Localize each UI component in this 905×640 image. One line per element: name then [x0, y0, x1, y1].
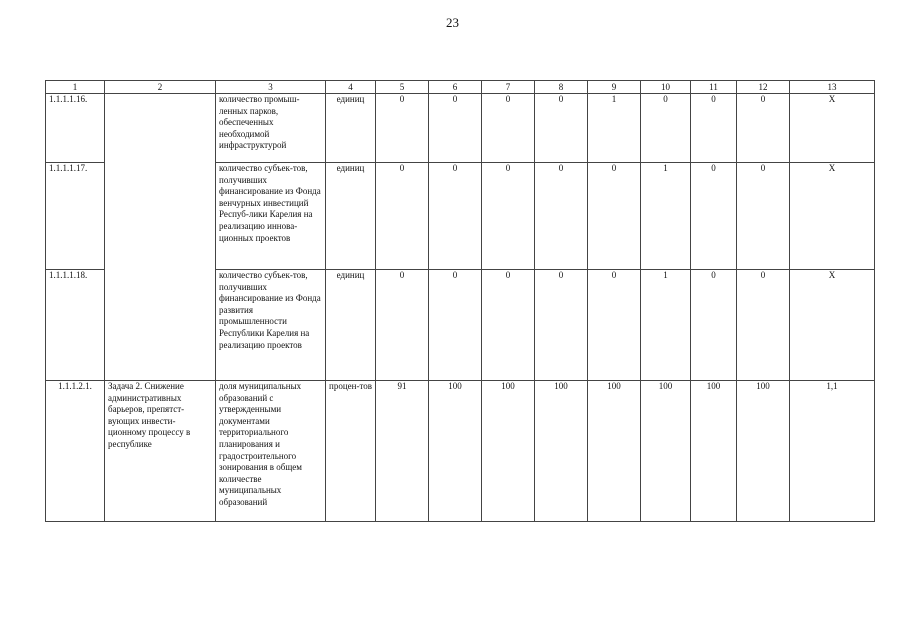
value-cell: 1	[641, 163, 691, 270]
header-cell: 5	[376, 81, 429, 94]
row-code: 1.1.1.2.1.	[46, 381, 105, 522]
value-cell: 0	[691, 94, 737, 163]
task-cell: Задача 2. Снижение административных барьеров, препятст-вующих инвести-ционному процессу в республике	[105, 381, 216, 522]
value-cell: 1	[641, 270, 691, 381]
value-cell: 1	[588, 94, 641, 163]
value-cell: 0	[641, 94, 691, 163]
header-cell: 13	[790, 81, 875, 94]
value-cell: 0	[691, 270, 737, 381]
value-cell: 0	[482, 94, 535, 163]
header-cell: 1	[46, 81, 105, 94]
table-row	[46, 94, 875, 163]
page-number: 23	[446, 15, 459, 30]
value-cell: 1,1	[790, 381, 875, 522]
value-cell: 0	[535, 270, 588, 381]
unit-cell: единиц	[326, 270, 376, 381]
row-code: 1.1.1.1.17.	[46, 163, 105, 270]
value-cell: 100	[691, 381, 737, 522]
value-cell: 0	[535, 163, 588, 270]
unit-cell: единиц	[326, 163, 376, 270]
unit-cell: процен-тов	[326, 381, 376, 522]
value-cell: 0	[588, 163, 641, 270]
value-cell: 0	[588, 270, 641, 381]
value-cell: 0	[429, 270, 482, 381]
value-cell: 0	[737, 94, 790, 163]
header-cell: 3	[216, 81, 326, 94]
value-cell: 100	[482, 381, 535, 522]
indicator-cell: количество субъек-тов, получивших финансирование из Фонда венчурных инвестиций Респуб-лики Карелия на реализацию иннова-ционных проектов	[216, 163, 326, 270]
value-cell: 0	[482, 163, 535, 270]
value-cell: 100	[535, 381, 588, 522]
value-cell: 0	[482, 270, 535, 381]
value-cell: Х	[790, 163, 875, 270]
header-cell: 2	[105, 81, 216, 94]
header-cell: 9	[588, 81, 641, 94]
value-cell: 100	[641, 381, 691, 522]
header-cell: 12	[737, 81, 790, 94]
value-cell: 100	[429, 381, 482, 522]
header-cell: 7	[482, 81, 535, 94]
value-cell: 0	[429, 163, 482, 270]
value-cell: 0	[376, 163, 429, 270]
table-row	[46, 381, 875, 522]
row-code: 1.1.1.1.16.	[46, 94, 105, 163]
header-cell: 8	[535, 81, 588, 94]
value-cell: 0	[691, 163, 737, 270]
value-cell: 0	[737, 163, 790, 270]
indicator-table	[45, 80, 875, 522]
row-code: 1.1.1.1.18.	[46, 270, 105, 381]
value-cell: 91	[376, 381, 429, 522]
value-cell: 0	[737, 270, 790, 381]
indicator-cell: количество промыш-ленных парков, обеспеченных необходимой инфраструктурой	[216, 94, 326, 163]
value-cell: 0	[376, 270, 429, 381]
header-cell: 11	[691, 81, 737, 94]
header-row	[46, 81, 875, 94]
value-cell: 0	[376, 94, 429, 163]
value-cell: Х	[790, 94, 875, 163]
unit-cell: единиц	[326, 94, 376, 163]
value-cell: 100	[588, 381, 641, 522]
header-cell: 10	[641, 81, 691, 94]
value-cell: 0	[535, 94, 588, 163]
task-cell	[105, 94, 216, 381]
indicator-cell: количество субъек-тов, получивших финансирование из Фонда развития промышленности Республики Карелия на реализацию проектов	[216, 270, 326, 381]
header-cell: 4	[326, 81, 376, 94]
header-cell: 6	[429, 81, 482, 94]
value-cell: Х	[790, 270, 875, 381]
value-cell: 100	[737, 381, 790, 522]
indicator-cell: доля муниципальных образований с утвержденными документами территориального планирования и градостроительного зонирования в общем количестве муниципальных образований	[216, 381, 326, 522]
value-cell: 0	[429, 94, 482, 163]
